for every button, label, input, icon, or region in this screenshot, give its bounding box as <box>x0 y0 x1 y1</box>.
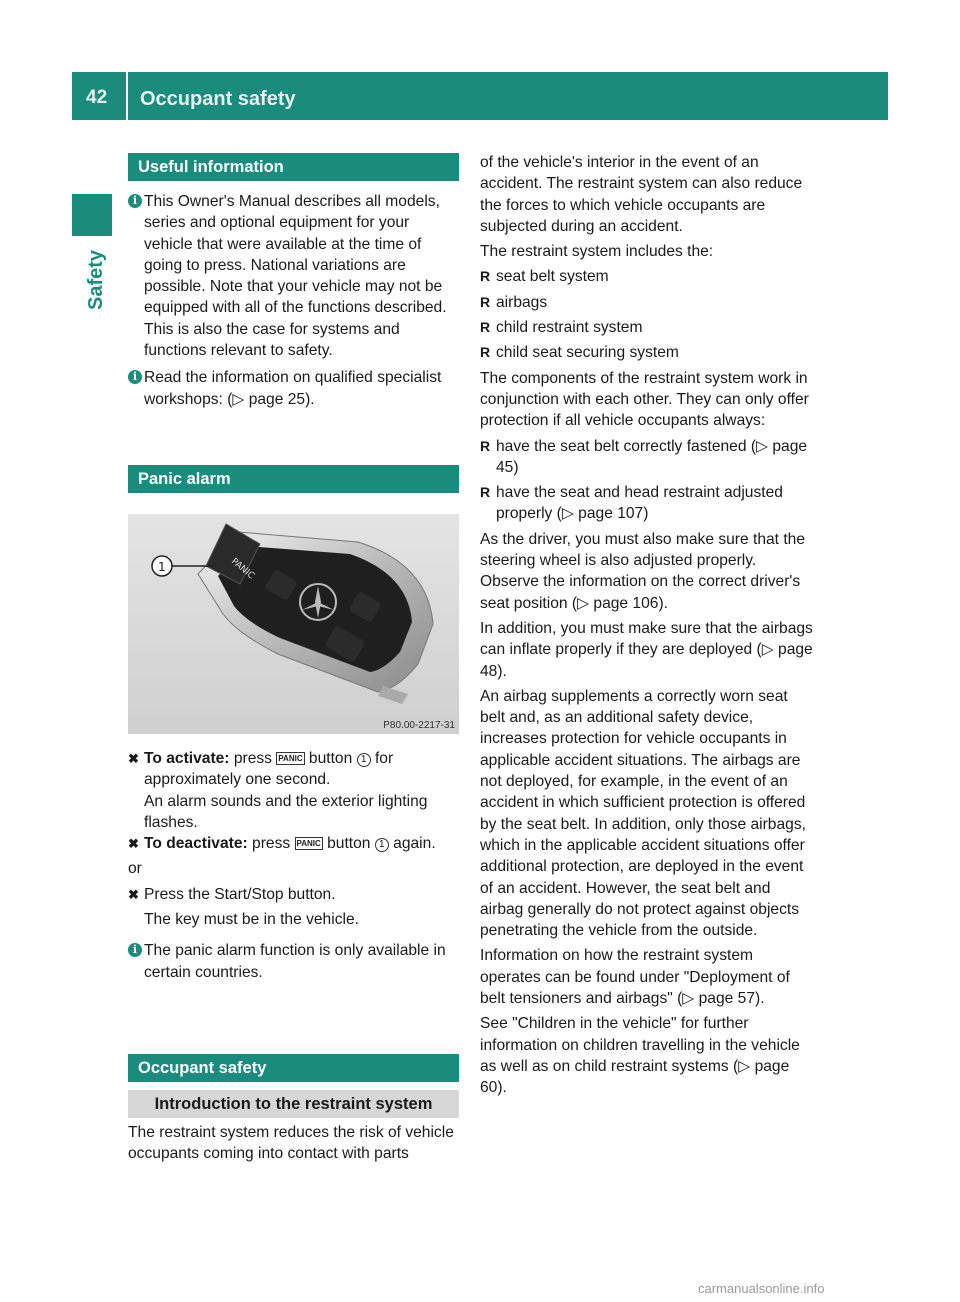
paragraph: The components of the restraint system work in conjunction with each other. They can only offer protection if all vehicle occupants always: <box>480 369 809 430</box>
or-text: or <box>128 860 142 878</box>
activate-label: To activate: <box>144 750 230 767</box>
alt-step-text: Press the Start/Stop button. <box>144 885 336 903</box>
info-text: The panic alarm function is only available in certain countries. <box>144 942 446 981</box>
bullet-icon: R <box>480 437 491 454</box>
header-divider <box>126 72 128 120</box>
section-heading-occupant-safety: Occupant safety <box>128 1054 459 1082</box>
info-note <box>128 191 459 361</box>
callout-1-icon: 1 <box>357 753 371 767</box>
page-number: 42 <box>86 87 108 108</box>
paragraph: See "Children in the vehicle" for further information on children travelling in the vehicle as well as on child restraint systems (▷ page 60). <box>480 1015 800 1097</box>
occupant-safety-section <box>128 1054 459 1165</box>
arrow-icon: ✖ <box>128 751 139 766</box>
section-heading-useful-information: Useful information <box>128 153 459 181</box>
left-column-top <box>128 153 459 410</box>
bullet-icon: R <box>480 484 491 501</box>
panic-key-icon: PANIC <box>278 754 303 763</box>
panic-heading-wrap <box>128 465 459 493</box>
bullet-icon: R <box>480 293 491 310</box>
info-icon: i <box>128 370 142 384</box>
key-fob-figure <box>128 514 459 734</box>
deactivate-text: button <box>322 835 375 853</box>
arrow-icon: ✖ <box>128 886 139 902</box>
info-text: This Owner's Manual describes all models, series and optional equipment for your vehicle that were available at the time of going to press. National variations are possible. Note that your vehicle may not be equipped with all of the functions described. This is also the case for systems and functions relevant to safety. <box>144 193 447 360</box>
activate-text: button <box>304 750 357 767</box>
list-item-text: seat belt system <box>496 268 609 286</box>
step-start-stop <box>128 884 459 905</box>
activate-text: press <box>229 750 277 767</box>
list-item <box>480 292 814 313</box>
info-note <box>128 367 459 410</box>
list-item-text: have the seat belt correctly fastened (▷ page 45) <box>496 437 808 476</box>
list-item <box>480 482 814 525</box>
list-item-text: have the seat and head restraint adjusted properly (▷ page 107) <box>496 484 783 523</box>
list-item-text: child seat securing system <box>496 344 679 362</box>
paragraph: As the driver, you must also make sure that the steering wheel is also adjusted properly. Observe the information on the correct driver's seat position (▷ page 106). <box>480 530 806 612</box>
arrow-icon: ✖ <box>128 836 139 852</box>
paragraph: of the vehicle's interior in the event of an accident. The restraint system can also reduce the forces to which vehicle occupants are subjected during an accident. <box>480 154 803 235</box>
deactivate-text: press <box>247 835 295 853</box>
paragraph: Information on how the restraint system operates can be found under "Deployment of belt tensioners and airbags" (▷ page 57). <box>480 947 790 1007</box>
callout-number: 1 <box>158 560 166 574</box>
list-item <box>480 342 814 363</box>
step-deactivate <box>128 833 459 854</box>
watermark: carmanualsonline.info <box>698 1281 825 1296</box>
activate-text: for approximately one second. <box>144 750 394 789</box>
paragraph: The restraint system reduces the risk of vehicle occupants coming into contact with parts <box>128 1124 454 1163</box>
bullet-icon: R <box>480 268 491 285</box>
list-item <box>480 317 814 338</box>
paragraph: In addition, you must make sure that the airbags can inflate properly if they are deployed (▷ page 48). <box>480 619 813 680</box>
alt-result: The key must be in the vehicle. <box>144 911 359 929</box>
callout-1-icon: 1 <box>375 838 389 852</box>
figure-code: P80.00-2217-31 <box>383 720 455 731</box>
step-activate <box>128 748 459 833</box>
subheading-restraint-system: Introduction to the restraint system <box>128 1090 459 1118</box>
panic-steps <box>128 748 459 983</box>
deactivate-text: again. <box>388 835 436 853</box>
info-icon: i <box>128 194 142 208</box>
paragraph: The restraint system includes the: <box>480 243 714 261</box>
list-item <box>480 266 814 287</box>
list-item-text: airbags <box>496 293 548 311</box>
list-item <box>480 436 814 479</box>
paragraph: An airbag supplements a correctly worn seat belt and, as an additional safety device, increases protection for vehicle occupants in applicable accident situations. The airbags are not deployed, for example, in the event of an accident in which sufficient protection is offered by the seat belt. In addition, only those airbags, which in the applicable accident situations offer additional protection, are deployed in the event of an accident. However, the seat belt and airbag generally do not protect against objects penetrating the vehicle from the outside. <box>480 687 806 940</box>
page-title: Occupant safety <box>140 88 296 110</box>
list-item-text: child restraint system <box>496 319 643 337</box>
bullet-icon: R <box>480 319 491 336</box>
key-fob-illustration <box>128 514 459 734</box>
activate-result: An alarm sounds and the exterior lighting flashes. <box>144 792 428 831</box>
side-tab-label: Safety <box>85 249 107 310</box>
section-heading-panic-alarm: Panic alarm <box>128 465 459 493</box>
info-icon: i <box>128 943 142 957</box>
side-tab-marker <box>72 194 112 236</box>
bullet-icon: R <box>480 344 491 361</box>
info-note <box>128 940 459 983</box>
right-column <box>480 152 814 1098</box>
deactivate-label: To deactivate: <box>144 835 248 853</box>
fob-panic-label: PANIC <box>229 556 256 582</box>
info-text: Read the information on qualified specialist workshops: (▷ page 25). <box>144 369 442 408</box>
panic-key-icon: PANIC <box>296 839 321 849</box>
